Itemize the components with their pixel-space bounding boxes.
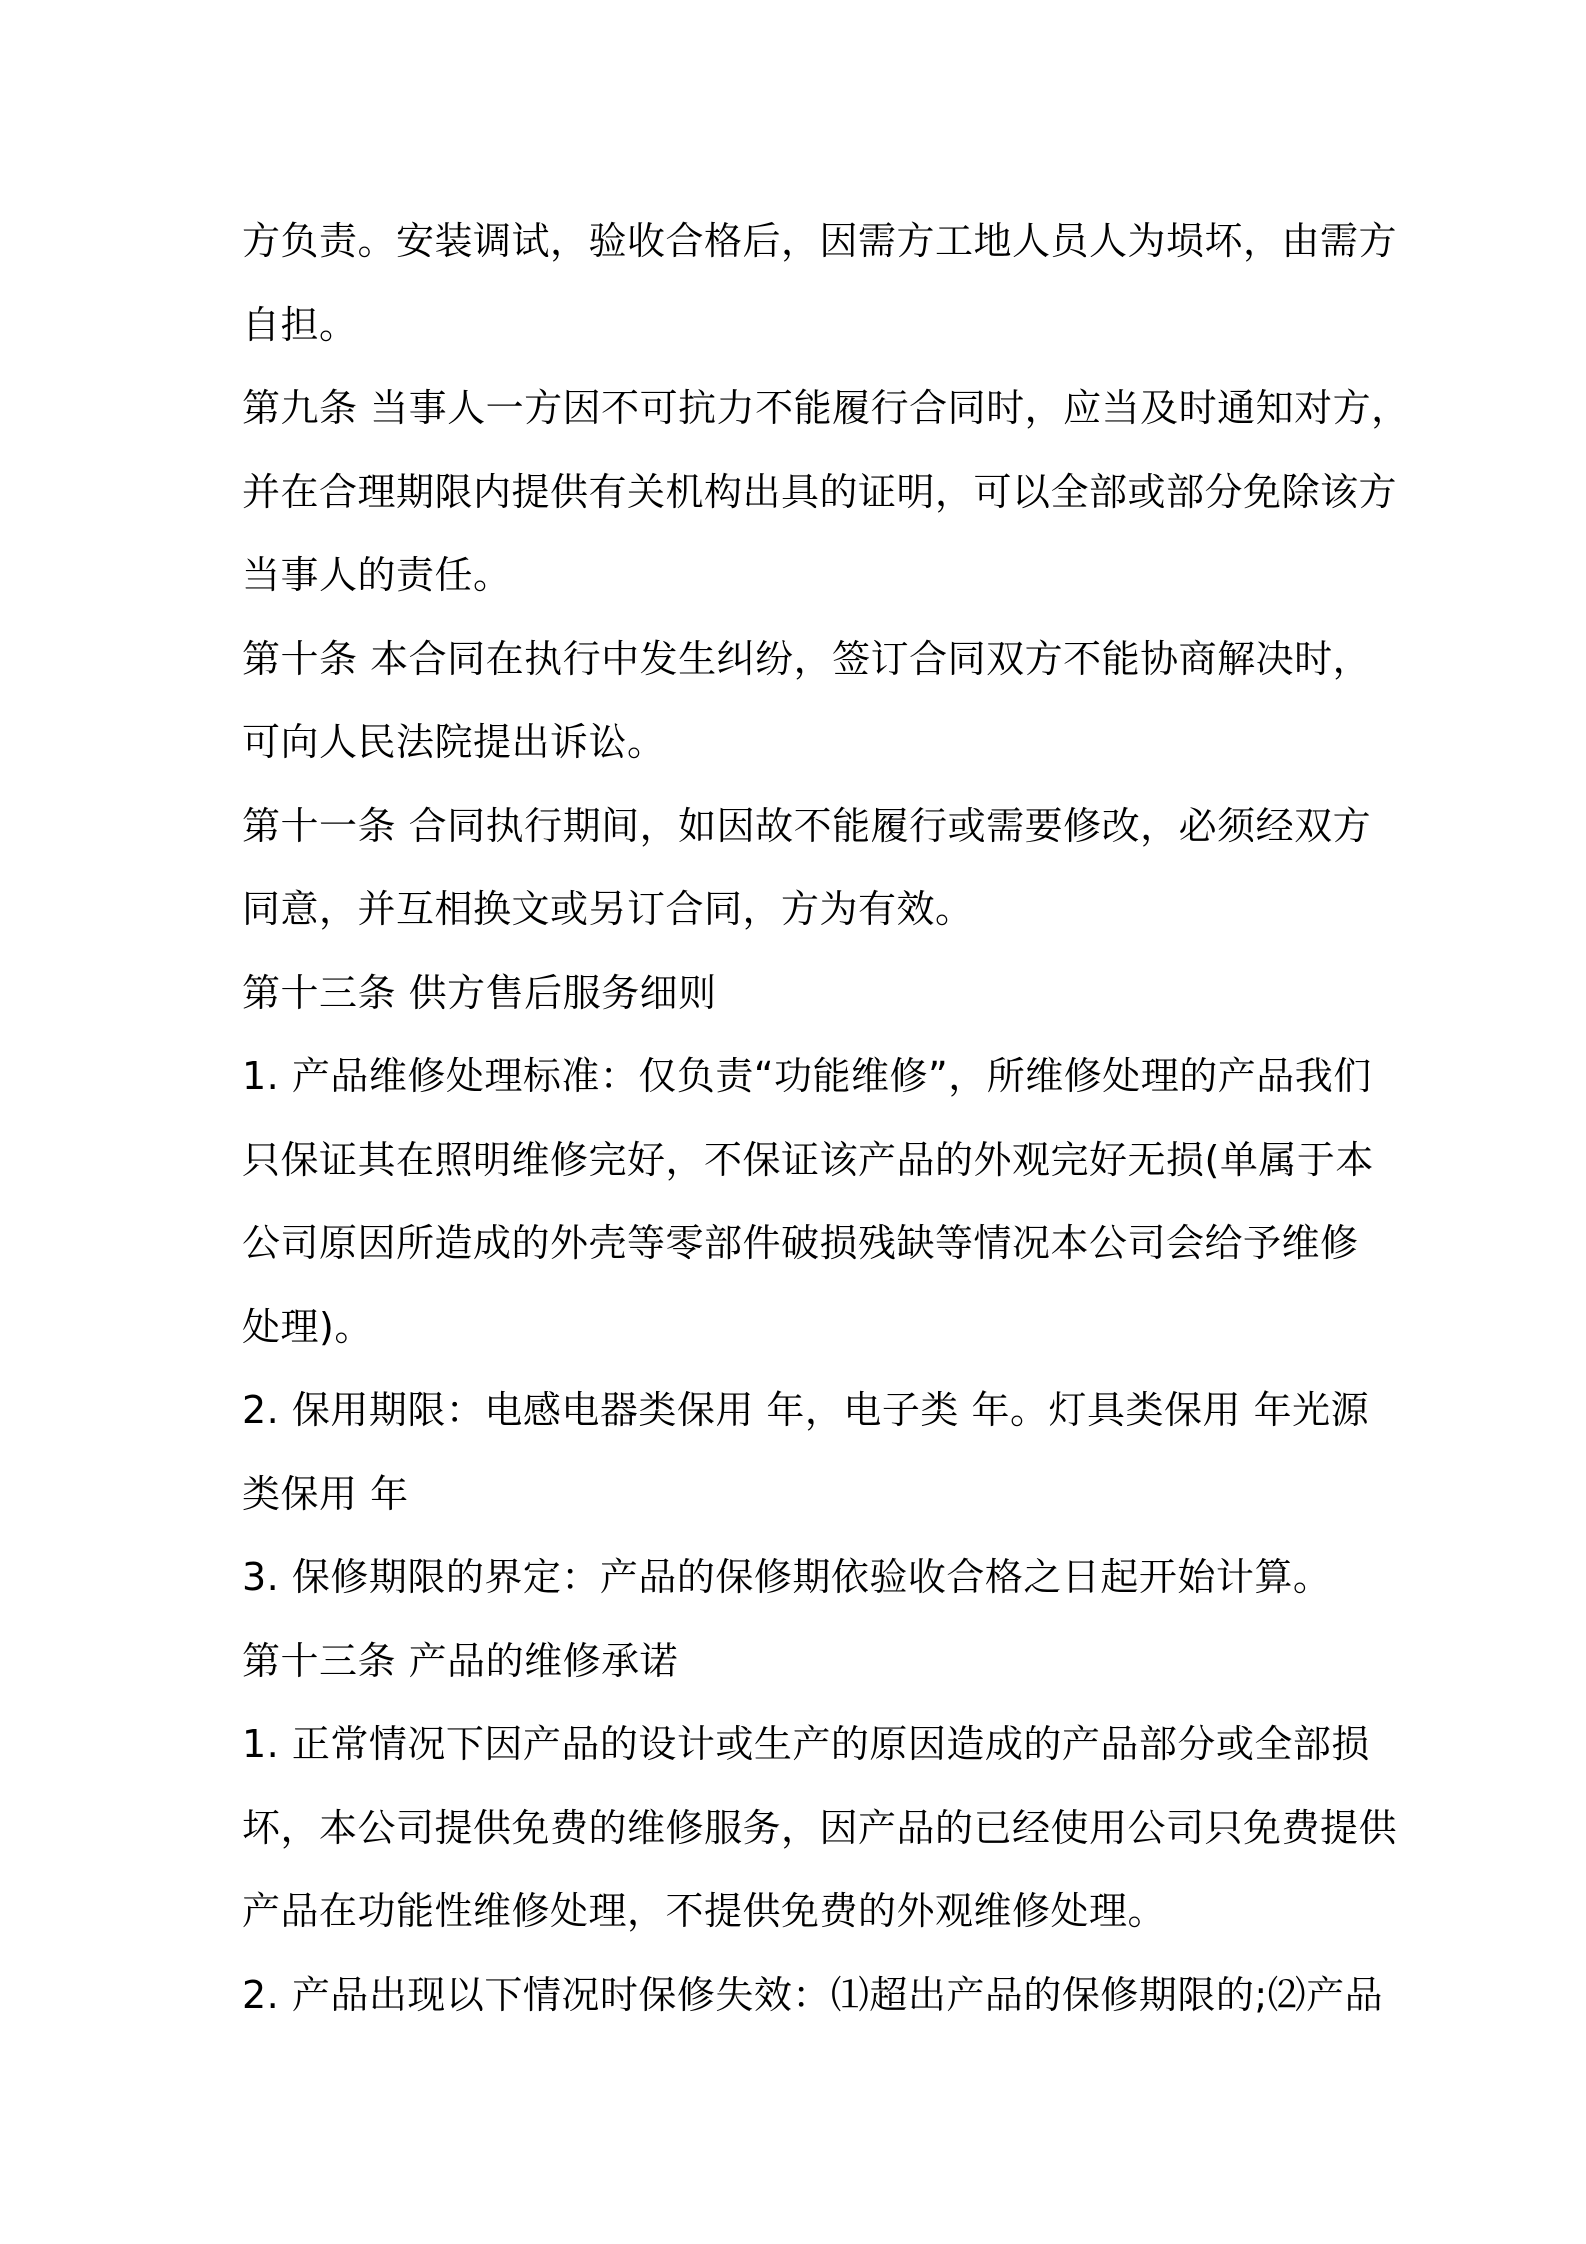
text-line: 当事人的责任。 [242, 553, 512, 597]
article-9-line: 第九条 当事人一方因不可抗力不能履行合同时，应当及时通知对方， [242, 386, 1410, 430]
list-item-2: 2. 保用期限：电感电器类保用 年，电子类 年。灯具类保用 年光源 [242, 1388, 1370, 1432]
list-item-3: 3. 保修期限的界定：产品的保修期依验收合格之日起开始计算。 [242, 1555, 1332, 1599]
list-item-1: 1. 产品维修处理标准：仅负责“功能维修”，所维修处理的产品我们 [242, 1054, 1372, 1098]
text-line: 只保证其在照明维修完好，不保证该产品的外观完好无损(单属于本 [242, 1137, 1374, 1182]
text-line: 可向人民法院提出诉讼。 [242, 720, 666, 764]
text-line: 公司原因所造成的外壳等零部件破损残缺等情况本公司会给予维修 [242, 1221, 1359, 1265]
list-item-1b: 1. 正常情况下因产品的设计或生产的原因造成的产品部分或全部损 [242, 1722, 1370, 1766]
article-13-heading: 第十三条 供方售后服务细则 [242, 970, 717, 1015]
article-11-line: 第十一条 合同执行期间，如因故不能履行或需要修改，必须经双方 [242, 803, 1372, 848]
text-line: 同意，并互相换文或另订合同，方为有效。 [242, 887, 974, 931]
text-line: 自担。 [242, 302, 358, 347]
text-line: 方负责。安装调试，验收合格后，因需方工地人员人为埙坏，由需方 [242, 219, 1398, 263]
text-line: 并在合理期限内提供有关机构出具的证明，可以全部或部分免除该方 [242, 469, 1398, 514]
article-13b-heading: 第十三条 产品的维修承诺 [242, 1638, 679, 1683]
text-line: 处理)。 [242, 1304, 373, 1349]
text-line: 类保用 年 [242, 1471, 409, 1516]
article-10-line: 第十条 本合同在执行中发生纠纷，签订合同双方不能协商解决时， [242, 636, 1372, 681]
text-line: 产品在功能性维修处理，不提供免费的外观维修处理。 [242, 1889, 1167, 1933]
text-line: 坏，本公司提供免费的维修服务，因产品的已经使用公司只免费提供 [242, 1805, 1398, 1850]
list-item-2b: 2. 产品出现以下情况时保修失效：⑴超出产品的保修期限的;⑵产品 [242, 1972, 1384, 2017]
document-body [242, 200, 1410, 2037]
